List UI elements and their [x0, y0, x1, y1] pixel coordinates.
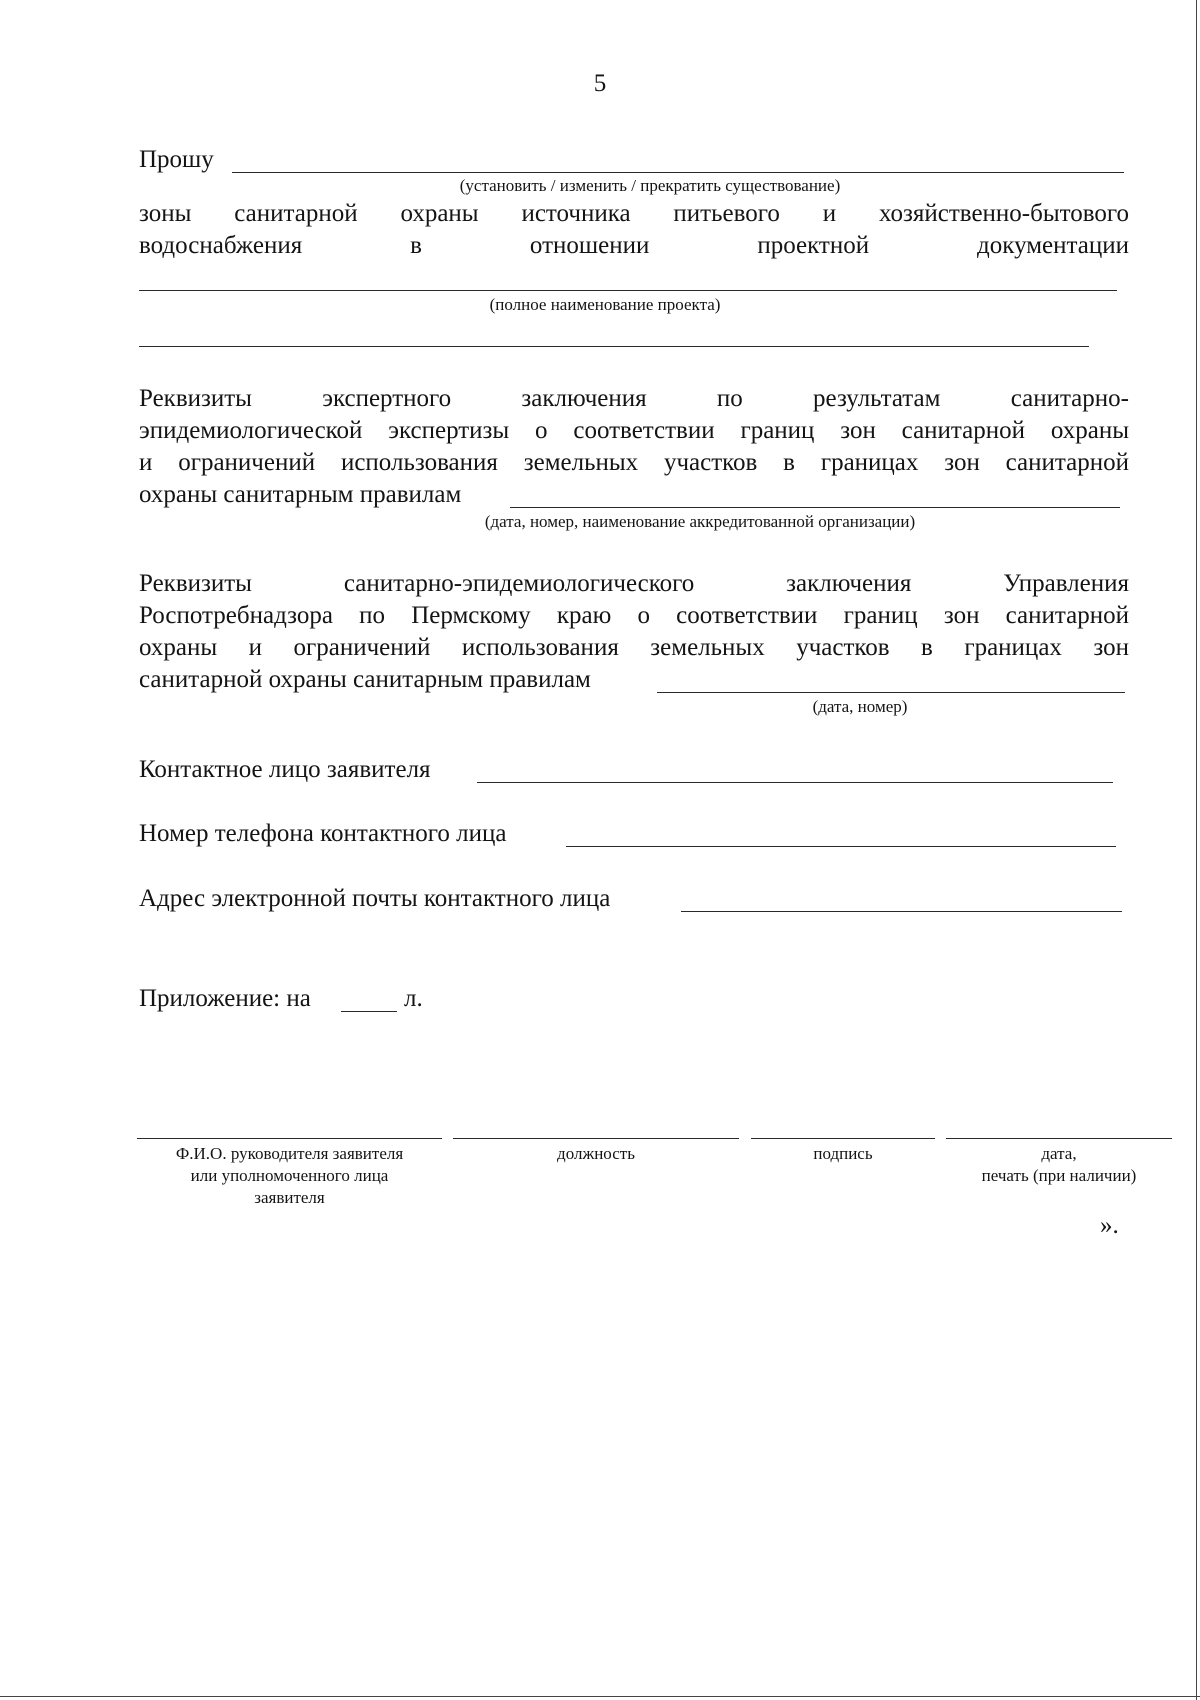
request-text-line-2: водоснабжения в отношении проектной документации — [139, 232, 1129, 259]
project-name-hint: (полное наименование проекта) — [489, 295, 721, 314]
page-number: 5 — [593, 70, 607, 97]
rospotreb-line-4: санитарной охраны санитарным правилам — [139, 666, 591, 693]
rospotreb-line-1: Реквизиты санитарно-эпидемиологического заключения Управления — [139, 570, 1129, 597]
date-caption-line-1: дата, — [1041, 1144, 1077, 1163]
rospotreb-details-field[interactable] — [657, 692, 1125, 693]
expert-details-hint: (дата, номер, наименование аккредитованной организации) — [484, 512, 916, 531]
project-name-field-continued[interactable] — [139, 346, 1089, 347]
contact-email-label: Адрес электронной почты контактного лица — [139, 885, 611, 912]
contact-email-field[interactable] — [681, 911, 1122, 912]
position-signature-line[interactable] — [453, 1138, 739, 1139]
fio-caption-line-2: или уполномоченного лица — [190, 1166, 389, 1185]
request-prefix: Прошу — [139, 146, 214, 173]
request-text-line-1: зоны санитарной охраны источника питьевого и хозяйственно-бытового — [139, 200, 1129, 227]
scan-edge-right — [1196, 0, 1197, 1700]
request-action-hint: (установить / изменить / прекратить существование) — [459, 176, 841, 195]
fio-signature-line[interactable] — [137, 1138, 442, 1139]
rospotreb-line-2: Роспотребнадзора по Пермскому краю о соответствии границ зон санитарной — [139, 602, 1129, 629]
contact-phone-field[interactable] — [566, 846, 1116, 847]
contact-person-label: Контактное лицо заявителя — [139, 756, 431, 783]
attachment-pages-field[interactable] — [341, 1011, 397, 1012]
attachment-prefix: Приложение: на — [139, 985, 311, 1012]
project-name-field[interactable] — [139, 290, 1117, 291]
contact-person-field[interactable] — [477, 782, 1113, 783]
fio-caption-line-3: заявителя — [254, 1188, 325, 1207]
closing-quote-mark: ». — [1100, 1212, 1119, 1239]
rospotreb-line-3: охраны и ограничений использования земельных участков в границах зон — [139, 634, 1129, 661]
fio-caption — [137, 1143, 442, 1209]
expert-line-1: Реквизиты экспертного заключения по результатам санитарно- — [139, 385, 1129, 412]
sign-signature-line[interactable] — [751, 1138, 935, 1139]
request-action-field[interactable] — [232, 172, 1124, 173]
scan-edge-bottom — [0, 1696, 1200, 1697]
expert-line-4: охраны санитарным правилам — [139, 481, 462, 508]
expert-line-2: эпидемиологической экспертизы о соответствии границ зон санитарной охраны — [139, 417, 1129, 444]
sign-caption: подпись — [813, 1144, 873, 1163]
contact-phone-label: Номер телефона контактного лица — [139, 820, 507, 847]
expert-details-field[interactable] — [510, 507, 1120, 508]
date-caption-line-2: печать (при наличии) — [981, 1166, 1137, 1185]
position-caption: должность — [557, 1144, 635, 1163]
date-caption — [946, 1143, 1172, 1187]
date-signature-line[interactable] — [946, 1138, 1172, 1139]
rospotreb-details-hint: (дата, номер) — [812, 697, 908, 716]
attachment-suffix: л. — [404, 985, 423, 1012]
fio-caption-line-1: Ф.И.О. руководителя заявителя — [175, 1144, 404, 1163]
expert-line-3: и ограничений использования земельных участков в границах зон санитарной — [139, 449, 1129, 476]
